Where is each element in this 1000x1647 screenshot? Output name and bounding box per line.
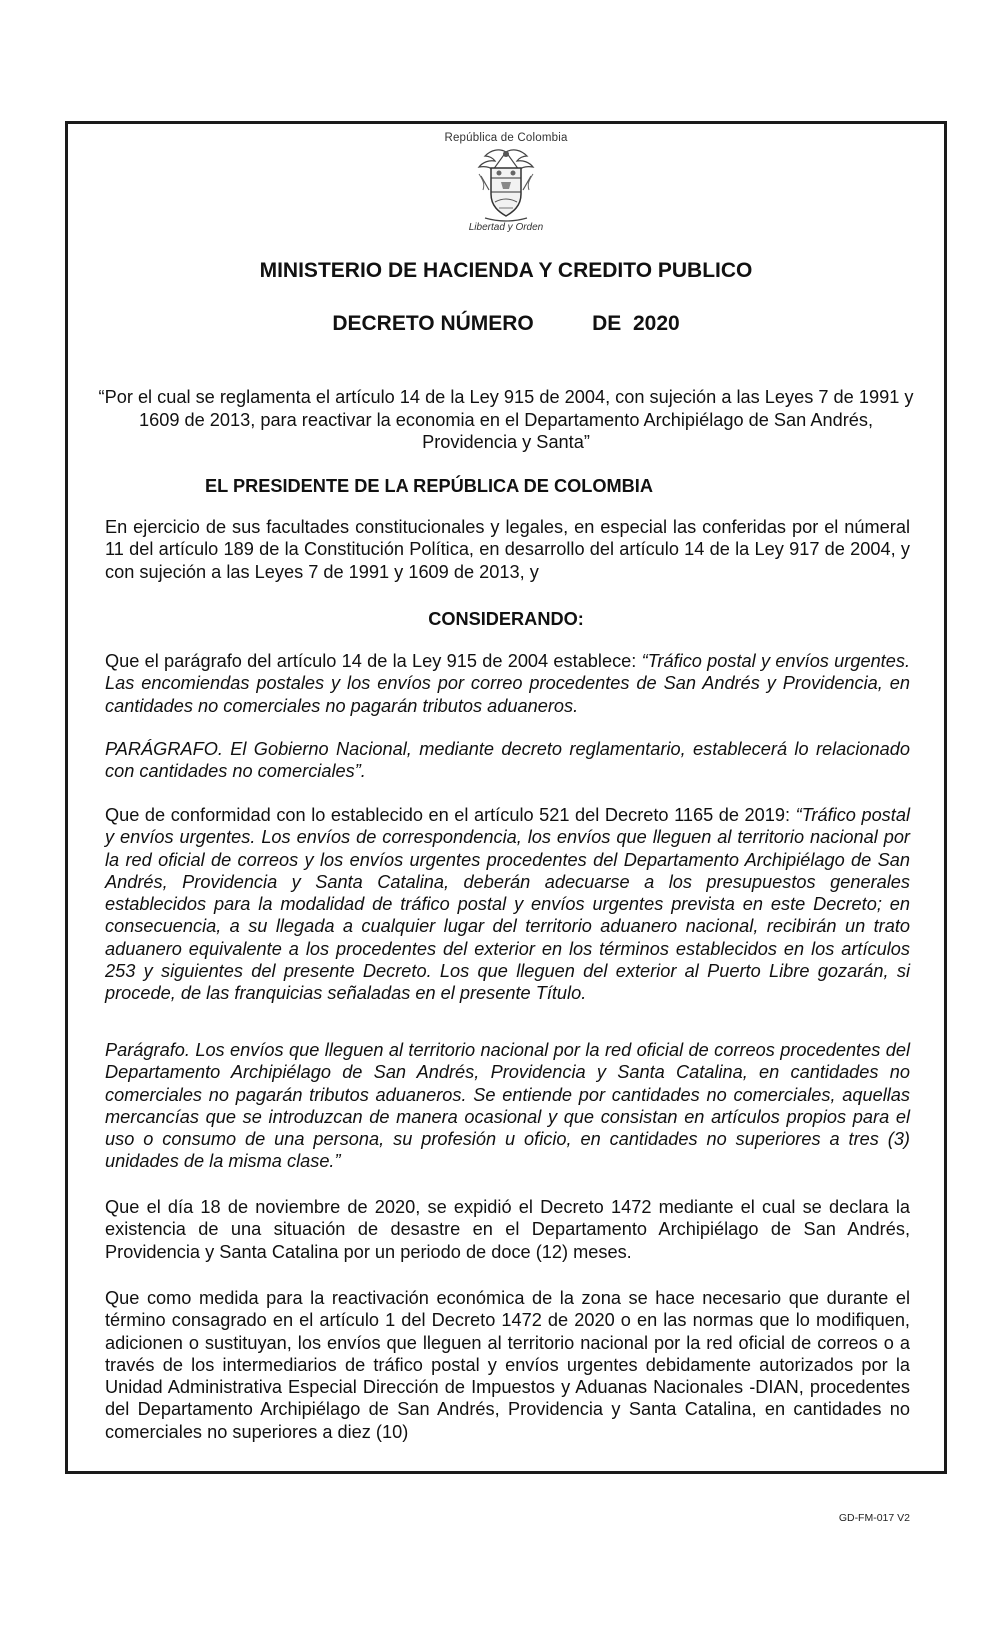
letterhead — [68, 132, 944, 233]
president-heading: EL PRESIDENTE DE LA REPÚBLICA DE COLOMBIA — [205, 476, 653, 496]
paragraph-2: PARÁGRAFO. El Gobierno Nacional, mediante decreto reglamentario, establecerá lo relacionado con cantidades no comerciales”. — [105, 739, 910, 782]
preamble-paragraph: En ejercicio de sus facultades constitucionales y legales, en especial las conferidas por el númeral 11 del artículo 189 de la Constitución Política, en desarrollo del artículo 14 de la Ley 917 de 2004, y con sujeción a las Leyes 7 de 1991 y 1609 de 2013, y — [105, 517, 910, 582]
coat-of-arms-icon — [471, 146, 541, 224]
form-code: GD-FM-017 V2 — [838, 1512, 910, 1524]
paragraph-4: Parágrafo. Los envíos que lleguen al territorio nacional por la red oficial de correos procedentes del Departamento Archipiélago de San Andrés, Providencia y Santa Catalina, en cantidades no comerciales no pagarán tributos aduaneros. Se entiende por cantidades no comerciales, aquellas mercancías que se introduzcan de manera ocasional y que consistan en artículos propios para el uso o consumo de una persona, su profesión u oficio, en cantidades no superiores a tres (3) unidades de la misma clase.” — [105, 1040, 910, 1172]
republic-label: República de Colombia — [444, 132, 568, 144]
decree-title: DECRETO NÚMERO DE 2020 — [332, 312, 680, 335]
paragraph-3 — [105, 804, 910, 1005]
paragraph-3-intro: Que de conformidad con lo establecido en el artículo 521 del Decreto 1165 de 2019: — [105, 805, 796, 825]
paragraph-1 — [105, 650, 910, 717]
paragraph-3-quote: “Tráfico postal y envíos urgentes. Los envíos de correspondencia, los envíos que lleguen al territorio nacional por la red oficial de correos y los envíos urgentes procedentes del Departamento Archipiélago de San Andrés, Providencia y Santa Catalina, deberán adecuarse a los presupuestos generales establecidos para la modalidad de tráfico postal y envíos urgentes prevista en este Decreto; en consecuencia, a su llegada a cualquier lugar del territorio aduanero nacional, recibirán un trato aduanero equivalente a los procedentes del exterior en los términos establecidos en los artículos 253 y siguientes del presente Decreto. Los que lleguen del exterior al Puerto Libre gozarán, si procede, de las franquicias señaladas en el presente Título. — [105, 805, 910, 1004]
paragraph-1-quote: “Tráfico postal y envíos urgentes. Las encomiendas postales y los envíos por correo procedentes de San Andrés y Providencia, en cantidades no comerciales no pagarán tributos aduaneros. — [105, 651, 910, 716]
document-frame — [65, 121, 947, 1474]
ministry-heading: MINISTERIO DE HACIENDA Y CREDITO PUBLICO — [259, 259, 753, 282]
paragraph-1-intro: Que el parágrafo del artículo 14 de la Ley 915 de 2004 establece: — [105, 651, 642, 671]
paragraph-5: Que el día 18 de noviembre de 2020, se expidió el Decreto 1472 mediante el cual se declara la existencia de una situación de desastre en el Departamento Archipiélago de San Andrés, Providencia y Santa Catalina por un periodo de doce (12) meses. — [105, 1197, 910, 1262]
paragraph-6: Que como medida para la reactivación económica de la zona se hace necesario que durante el término consagrado en el artículo 1 del Decreto 1472 de 2020 o en las normas que lo modifiquen, adicionen o sustituyan, los envíos que lleguen al territorio nacional por la red oficial de correos o a través de los intermediarios de tráfico postal y envíos urgentes debidamente autorizados por la Unidad Administrativa Especial Dirección de Impuestos y Aduanas Nacionales -DIAN, procedentes del Departamento Archipiélago de San Andrés, Providencia y Santa Catalina, en cantidades no comerciales no superiores a diez (10) — [105, 1288, 910, 1442]
considerando-heading: CONSIDERANDO: — [428, 609, 584, 629]
motto-label: Libertad y Orden — [468, 222, 544, 233]
decree-subject: “Por el cual se reglamenta el artículo 14 de la Ley 915 de 2004, con sujeción a las Leyes 7 de 1991 y 1609 de 2013, para reactivar la economia en el Departamento Archipiélago de San Andrés, Providencia y Santa” — [98, 387, 914, 452]
